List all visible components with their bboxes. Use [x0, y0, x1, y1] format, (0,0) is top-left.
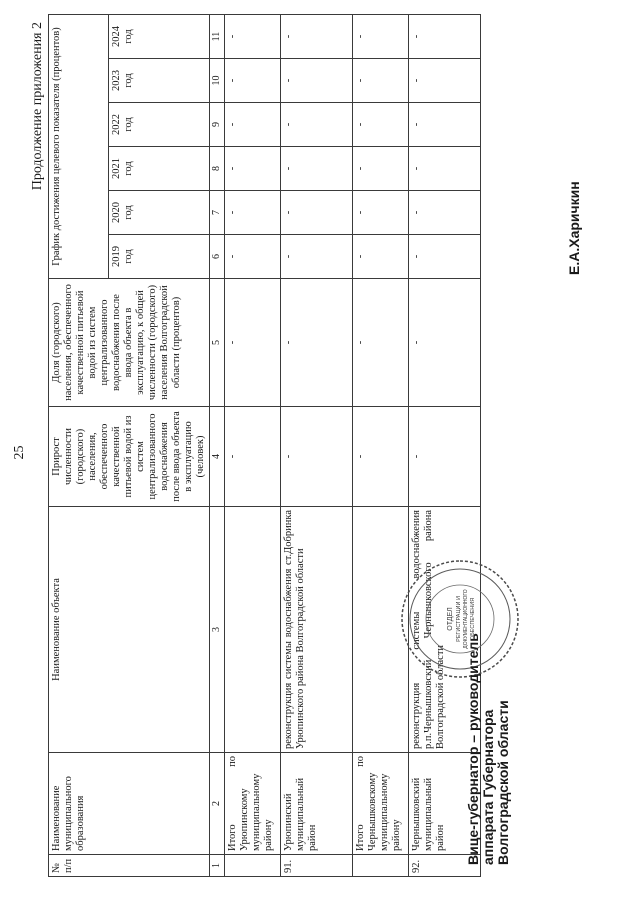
column-index: 6	[210, 235, 225, 279]
cell-year-value: -	[353, 147, 409, 191]
cell-year-value: -	[353, 15, 409, 59]
signature-name: Е.А.Харичкин	[566, 181, 582, 275]
cell-year-value: -	[409, 15, 481, 59]
cell-object	[225, 507, 281, 753]
signature-title	[466, 633, 511, 865]
signature-line: Волгоградской области	[495, 700, 511, 865]
column-index: 3	[210, 507, 225, 753]
header-year: 2021 год	[108, 147, 210, 191]
cell-municipality: Итого по Урюпинскому муниципальному району	[225, 753, 281, 855]
header-schedule: График достижения целевого показателя (процентов)	[49, 15, 109, 279]
cell-year-value: -	[409, 103, 481, 147]
cell-share: -	[409, 279, 481, 407]
header-num: № п/п	[49, 855, 210, 877]
cell-num: 91.	[281, 855, 353, 877]
cell-object: реконструкция системы водоснабжения ст.Добринка Урюпинского района Волгоградской области	[281, 507, 353, 753]
continuation-note: Продолжение приложения 2	[30, 22, 45, 191]
cell-year-value: -	[353, 191, 409, 235]
cell-year-value: -	[409, 147, 481, 191]
cell-growth: -	[409, 407, 481, 507]
seal-line: ОТДЕЛ	[447, 607, 454, 631]
cell-year-value: -	[281, 15, 353, 59]
cell-year-value: -	[225, 191, 281, 235]
header-growth: Прирост численности (городского) населения, обеспеченного качественной питьевой водой из систем централизованного водоснабжения после ввода объекта в эксплуатацию (человек)	[49, 407, 210, 507]
cell-year-value: -	[225, 15, 281, 59]
cell-year-value: -	[353, 103, 409, 147]
column-index: 8	[210, 147, 225, 191]
indicator-table	[48, 14, 481, 877]
cell-year-value: -	[281, 191, 353, 235]
cell-share: -	[353, 279, 409, 407]
cell-object: реконструкция системы водоснабжения р.п.Чернышковский Чернышковского района Волгоградской области	[409, 507, 481, 753]
cell-year-value: -	[353, 59, 409, 103]
cell-growth: -	[225, 407, 281, 507]
cell-year-value: -	[225, 235, 281, 279]
signature-line: аппарата Губернатора	[480, 709, 496, 865]
cell-year-value: -	[281, 235, 353, 279]
cell-year-value: -	[409, 235, 481, 279]
header-year: 2022 год	[108, 103, 210, 147]
seal-line: ДОКУМЕНТАЦИОННОГО	[463, 589, 469, 649]
column-index: 9	[210, 103, 225, 147]
header-row	[49, 15, 109, 877]
header-municipality: Наименование муниципального образования	[49, 753, 210, 855]
cell-municipality: Итого по Чернышковскому муниципальному району	[353, 753, 409, 855]
table-row	[225, 15, 281, 877]
column-index-row	[210, 15, 225, 877]
cell-year-value: -	[281, 103, 353, 147]
column-index: 10	[210, 59, 225, 103]
header-object: Наименование объекта	[49, 507, 210, 753]
header-year: 2019 год	[108, 235, 210, 279]
cell-num	[353, 855, 409, 877]
cell-num	[225, 855, 281, 877]
cell-year-value: -	[225, 103, 281, 147]
cell-num: 92.	[409, 855, 481, 877]
cell-share: -	[225, 279, 281, 407]
signature-line: Вице-губернатор – руководитель	[465, 633, 481, 865]
page-number: 25	[12, 445, 27, 460]
column-index: 2	[210, 753, 225, 855]
cell-year-value: -	[281, 147, 353, 191]
cell-year-value: -	[225, 147, 281, 191]
table-body	[225, 15, 481, 877]
cell-year-value: -	[281, 59, 353, 103]
header-year: 2023 год	[108, 59, 210, 103]
column-index: 5	[210, 279, 225, 407]
cell-growth: -	[281, 407, 353, 507]
cell-growth: -	[353, 407, 409, 507]
cell-year-value: -	[225, 59, 281, 103]
cell-share: -	[281, 279, 353, 407]
cell-year-value: -	[409, 59, 481, 103]
header-year: 2024 год	[108, 15, 210, 59]
cell-municipality: Чернышковский муниципальный район	[409, 753, 481, 855]
column-index: 1	[210, 855, 225, 877]
seal-line: РЕГИСТРАЦИИ И	[456, 596, 462, 642]
column-index: 7	[210, 191, 225, 235]
column-index: 4	[210, 407, 225, 507]
header-share: Доля (городского) населения, обеспеченного качественной питьевой водой из систем централизованного водоснабжения после ввода объекта в эксплуатацию, к общей численности (городского) населения Волгоградской области (процентов)	[49, 279, 210, 407]
header-year: 2020 год	[108, 191, 210, 235]
table-row	[353, 15, 409, 877]
column-index: 11	[210, 15, 225, 59]
cell-municipality: Урюпинский муниципальный район	[281, 753, 353, 855]
seal-line: ОБЕСПЕЧЕНИЯ	[470, 597, 476, 641]
table-row	[281, 15, 353, 877]
cell-year-value: -	[353, 235, 409, 279]
cell-year-value: -	[409, 191, 481, 235]
